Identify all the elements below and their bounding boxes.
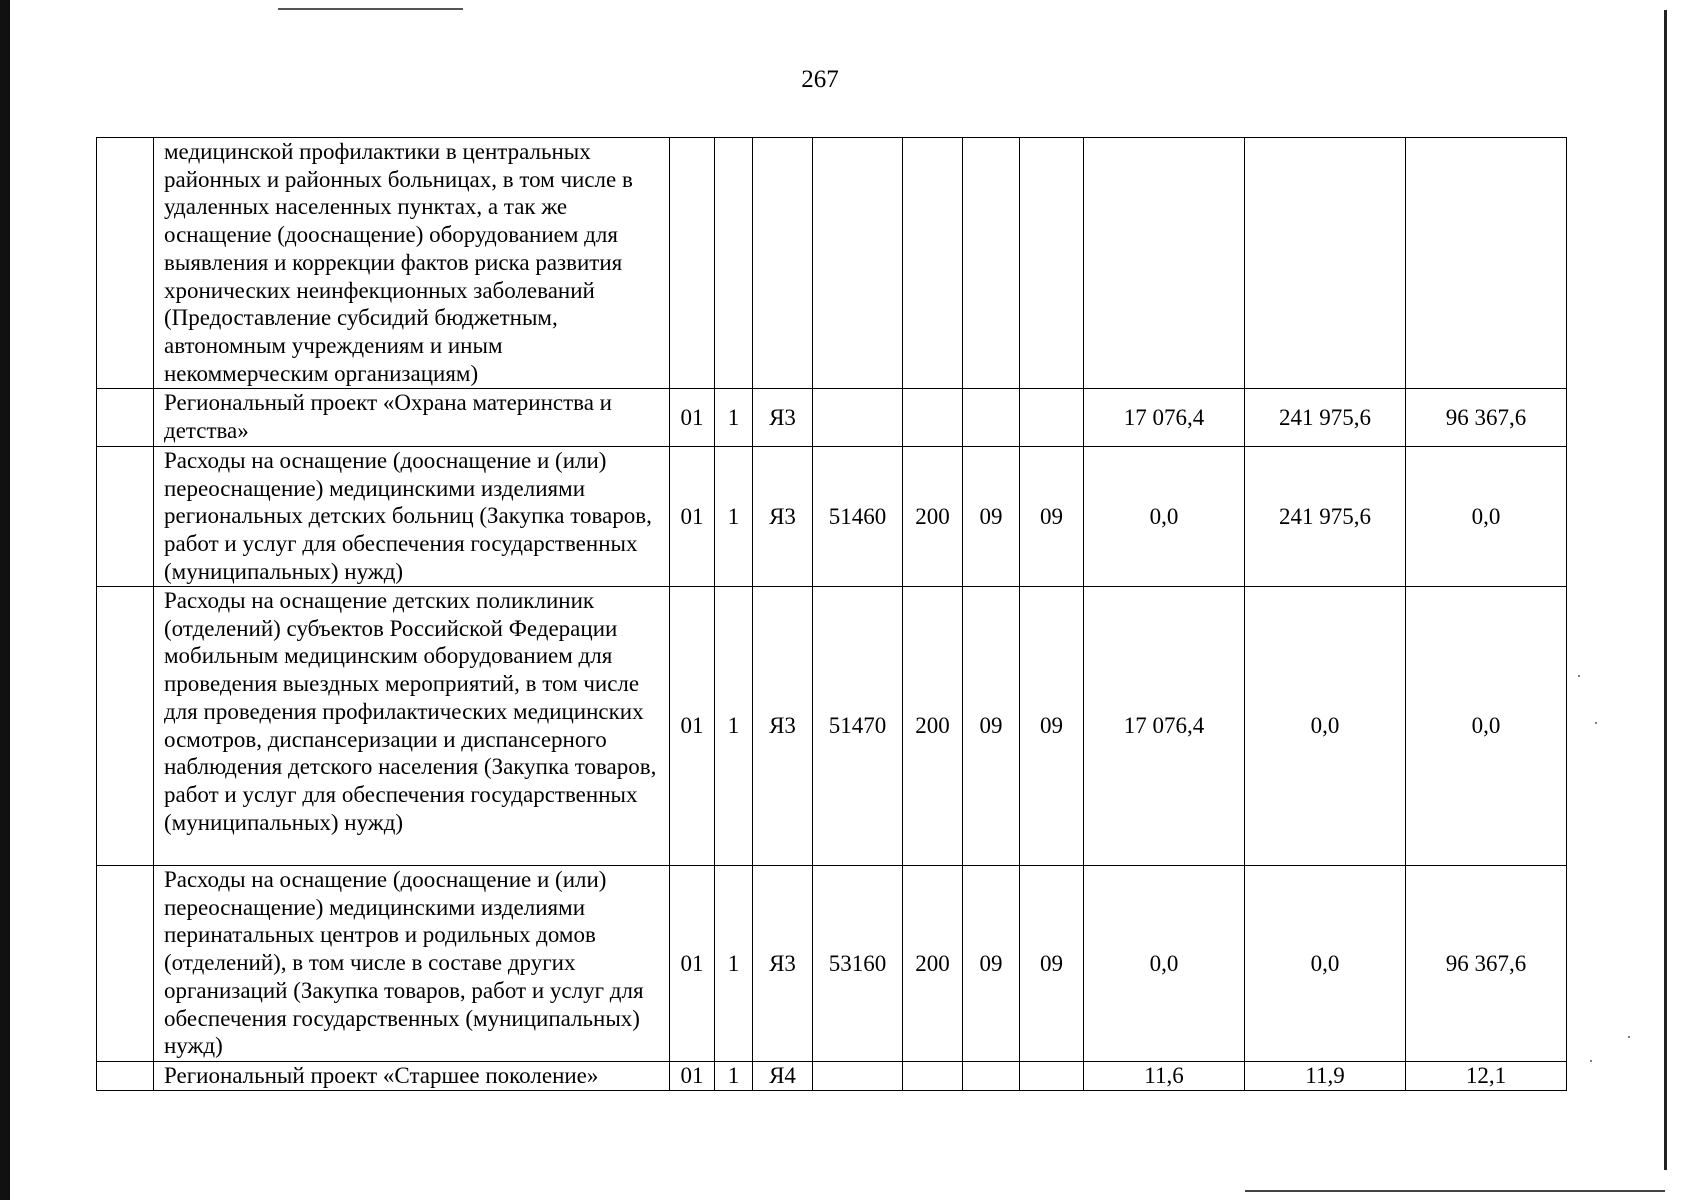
row-number-cell xyxy=(97,866,154,1062)
expense-type-cell: 200 xyxy=(903,866,963,1062)
direction-code-cell xyxy=(813,389,903,447)
expense-type-cell: 200 xyxy=(903,447,963,587)
amount-year2-cell: 11,9 xyxy=(1245,1062,1406,1091)
subprogram-code-cell xyxy=(715,138,753,389)
project-code-cell: Я3 xyxy=(753,587,813,866)
expense-type-cell: 200 xyxy=(903,587,963,866)
amount-year3-cell: 0,0 xyxy=(1406,447,1567,587)
section-cell: 09 xyxy=(963,866,1020,1062)
program-code-cell: 01 xyxy=(670,447,715,587)
amount-year1-cell: 11,6 xyxy=(1084,1062,1245,1091)
project-code-cell: Я3 xyxy=(753,389,813,447)
scan-edge-right xyxy=(1664,10,1667,1170)
section-cell: 09 xyxy=(963,587,1020,866)
row-number-cell xyxy=(97,447,154,587)
program-code-cell: 01 xyxy=(670,587,715,866)
project-code-cell: Я3 xyxy=(753,447,813,587)
description-cell: Расходы на оснащение (дооснащение и (или) переоснащение) медицинскими изделиями перинатальных центров и родильных домов (отделений), в том числе в составе других организаций (Закупка товаров, работ и услуг для обеспечения государственных (муниципальных) нужд) xyxy=(154,866,670,1062)
program-code-cell: 01 xyxy=(670,389,715,447)
subsection-cell: 09 xyxy=(1020,447,1084,587)
expense-type-cell xyxy=(903,138,963,389)
scan-speck xyxy=(1628,1036,1630,1038)
table-row xyxy=(97,587,1567,866)
row-number-cell xyxy=(97,1062,154,1091)
program-code-cell: 01 xyxy=(670,1062,715,1091)
scan-edge-bottom xyxy=(1245,1190,1665,1192)
amount-year2-cell: 0,0 xyxy=(1245,866,1406,1062)
subprogram-code-cell: 1 xyxy=(715,1062,753,1091)
amount-year2-cell: 241 975,6 xyxy=(1245,389,1406,447)
subprogram-code-cell: 1 xyxy=(715,447,753,587)
amount-year1-cell: 0,0 xyxy=(1084,866,1245,1062)
description-cell: Региональный проект «Охрана материнства и детства» xyxy=(154,389,670,447)
direction-code-cell: 51460 xyxy=(813,447,903,587)
subprogram-code-cell: 1 xyxy=(715,587,753,866)
description-cell: медицинской профилактики в центральных районных и районных больницах, в том числе в удаленных населенных пунктах, а так же оснащение (дооснащение) оборудованием для выявления и коррекции фактов риска развития хронических неинфекционных заболеваний (Предоставление субсидий бюджетным, автономным учреждениям и иным некоммерческим организациям) xyxy=(154,138,670,389)
program-code-cell: 01 xyxy=(670,866,715,1062)
section-cell xyxy=(963,1062,1020,1091)
table-row xyxy=(97,447,1567,587)
project-code-cell xyxy=(753,138,813,389)
direction-code-cell xyxy=(813,1062,903,1091)
scan-speck xyxy=(1595,722,1597,724)
amount-year1-cell: 17 076,4 xyxy=(1084,587,1245,866)
amount-year2-cell: 0,0 xyxy=(1245,587,1406,866)
description-cell: Расходы на оснащение детских поликлиник (отделений) субъектов Российской Федерации мобильным медицинским оборудованием для проведения выездных мероприятий, в том числе для проведения профилактических медицинских осмотров, диспансеризации и диспансерного наблюдения детского населения (Закупка товаров, работ и услуг для обеспечения государственных (муниципальных) нужд) xyxy=(154,587,670,866)
table-row xyxy=(97,1062,1567,1091)
page-number: 267 xyxy=(801,66,839,93)
table-row xyxy=(97,389,1567,447)
amount-year3-cell: 96 367,6 xyxy=(1406,866,1567,1062)
scan-speck xyxy=(1578,675,1580,677)
row-number-cell xyxy=(97,389,154,447)
amount-year1-cell xyxy=(1084,138,1245,389)
direction-code-cell xyxy=(813,138,903,389)
section-cell xyxy=(963,138,1020,389)
amount-year3-cell: 96 367,6 xyxy=(1406,389,1567,447)
subsection-cell: 09 xyxy=(1020,587,1084,866)
amount-year3-cell: 0,0 xyxy=(1406,587,1567,866)
section-cell xyxy=(963,389,1020,447)
direction-code-cell: 53160 xyxy=(813,866,903,1062)
expense-type-cell xyxy=(903,1062,963,1091)
subsection-cell xyxy=(1020,138,1084,389)
table-row xyxy=(97,866,1567,1062)
project-code-cell: Я4 xyxy=(753,1062,813,1091)
scan-speck xyxy=(1590,1060,1592,1062)
subprogram-code-cell: 1 xyxy=(715,389,753,447)
scan-edge-left xyxy=(0,0,10,1200)
row-number-cell xyxy=(97,138,154,389)
amount-year1-cell: 17 076,4 xyxy=(1084,389,1245,447)
section-cell: 09 xyxy=(963,447,1020,587)
row-number-cell xyxy=(97,587,154,866)
description-cell: Расходы на оснащение (дооснащение и (или) переоснащение) медицинскими изделиями региональных детских больниц (Закупка товаров, работ и услуг для обеспечения государственных (муниципальных) нужд) xyxy=(154,447,670,587)
amount-year1-cell: 0,0 xyxy=(1084,447,1245,587)
project-code-cell: Я3 xyxy=(753,866,813,1062)
subprogram-code-cell: 1 xyxy=(715,866,753,1062)
scan-edge-top xyxy=(278,8,463,10)
table-row xyxy=(97,138,1567,389)
amount-year3-cell xyxy=(1406,138,1567,389)
amount-year2-cell xyxy=(1245,138,1406,389)
subsection-cell: 09 xyxy=(1020,866,1084,1062)
subsection-cell xyxy=(1020,1062,1084,1091)
budget-table xyxy=(96,137,1567,1091)
amount-year2-cell: 241 975,6 xyxy=(1245,447,1406,587)
amount-year3-cell: 12,1 xyxy=(1406,1062,1567,1091)
program-code-cell xyxy=(670,138,715,389)
description-cell: Региональный проект «Старшее поколение» xyxy=(154,1062,670,1091)
expense-type-cell xyxy=(903,389,963,447)
direction-code-cell: 51470 xyxy=(813,587,903,866)
subsection-cell xyxy=(1020,389,1084,447)
